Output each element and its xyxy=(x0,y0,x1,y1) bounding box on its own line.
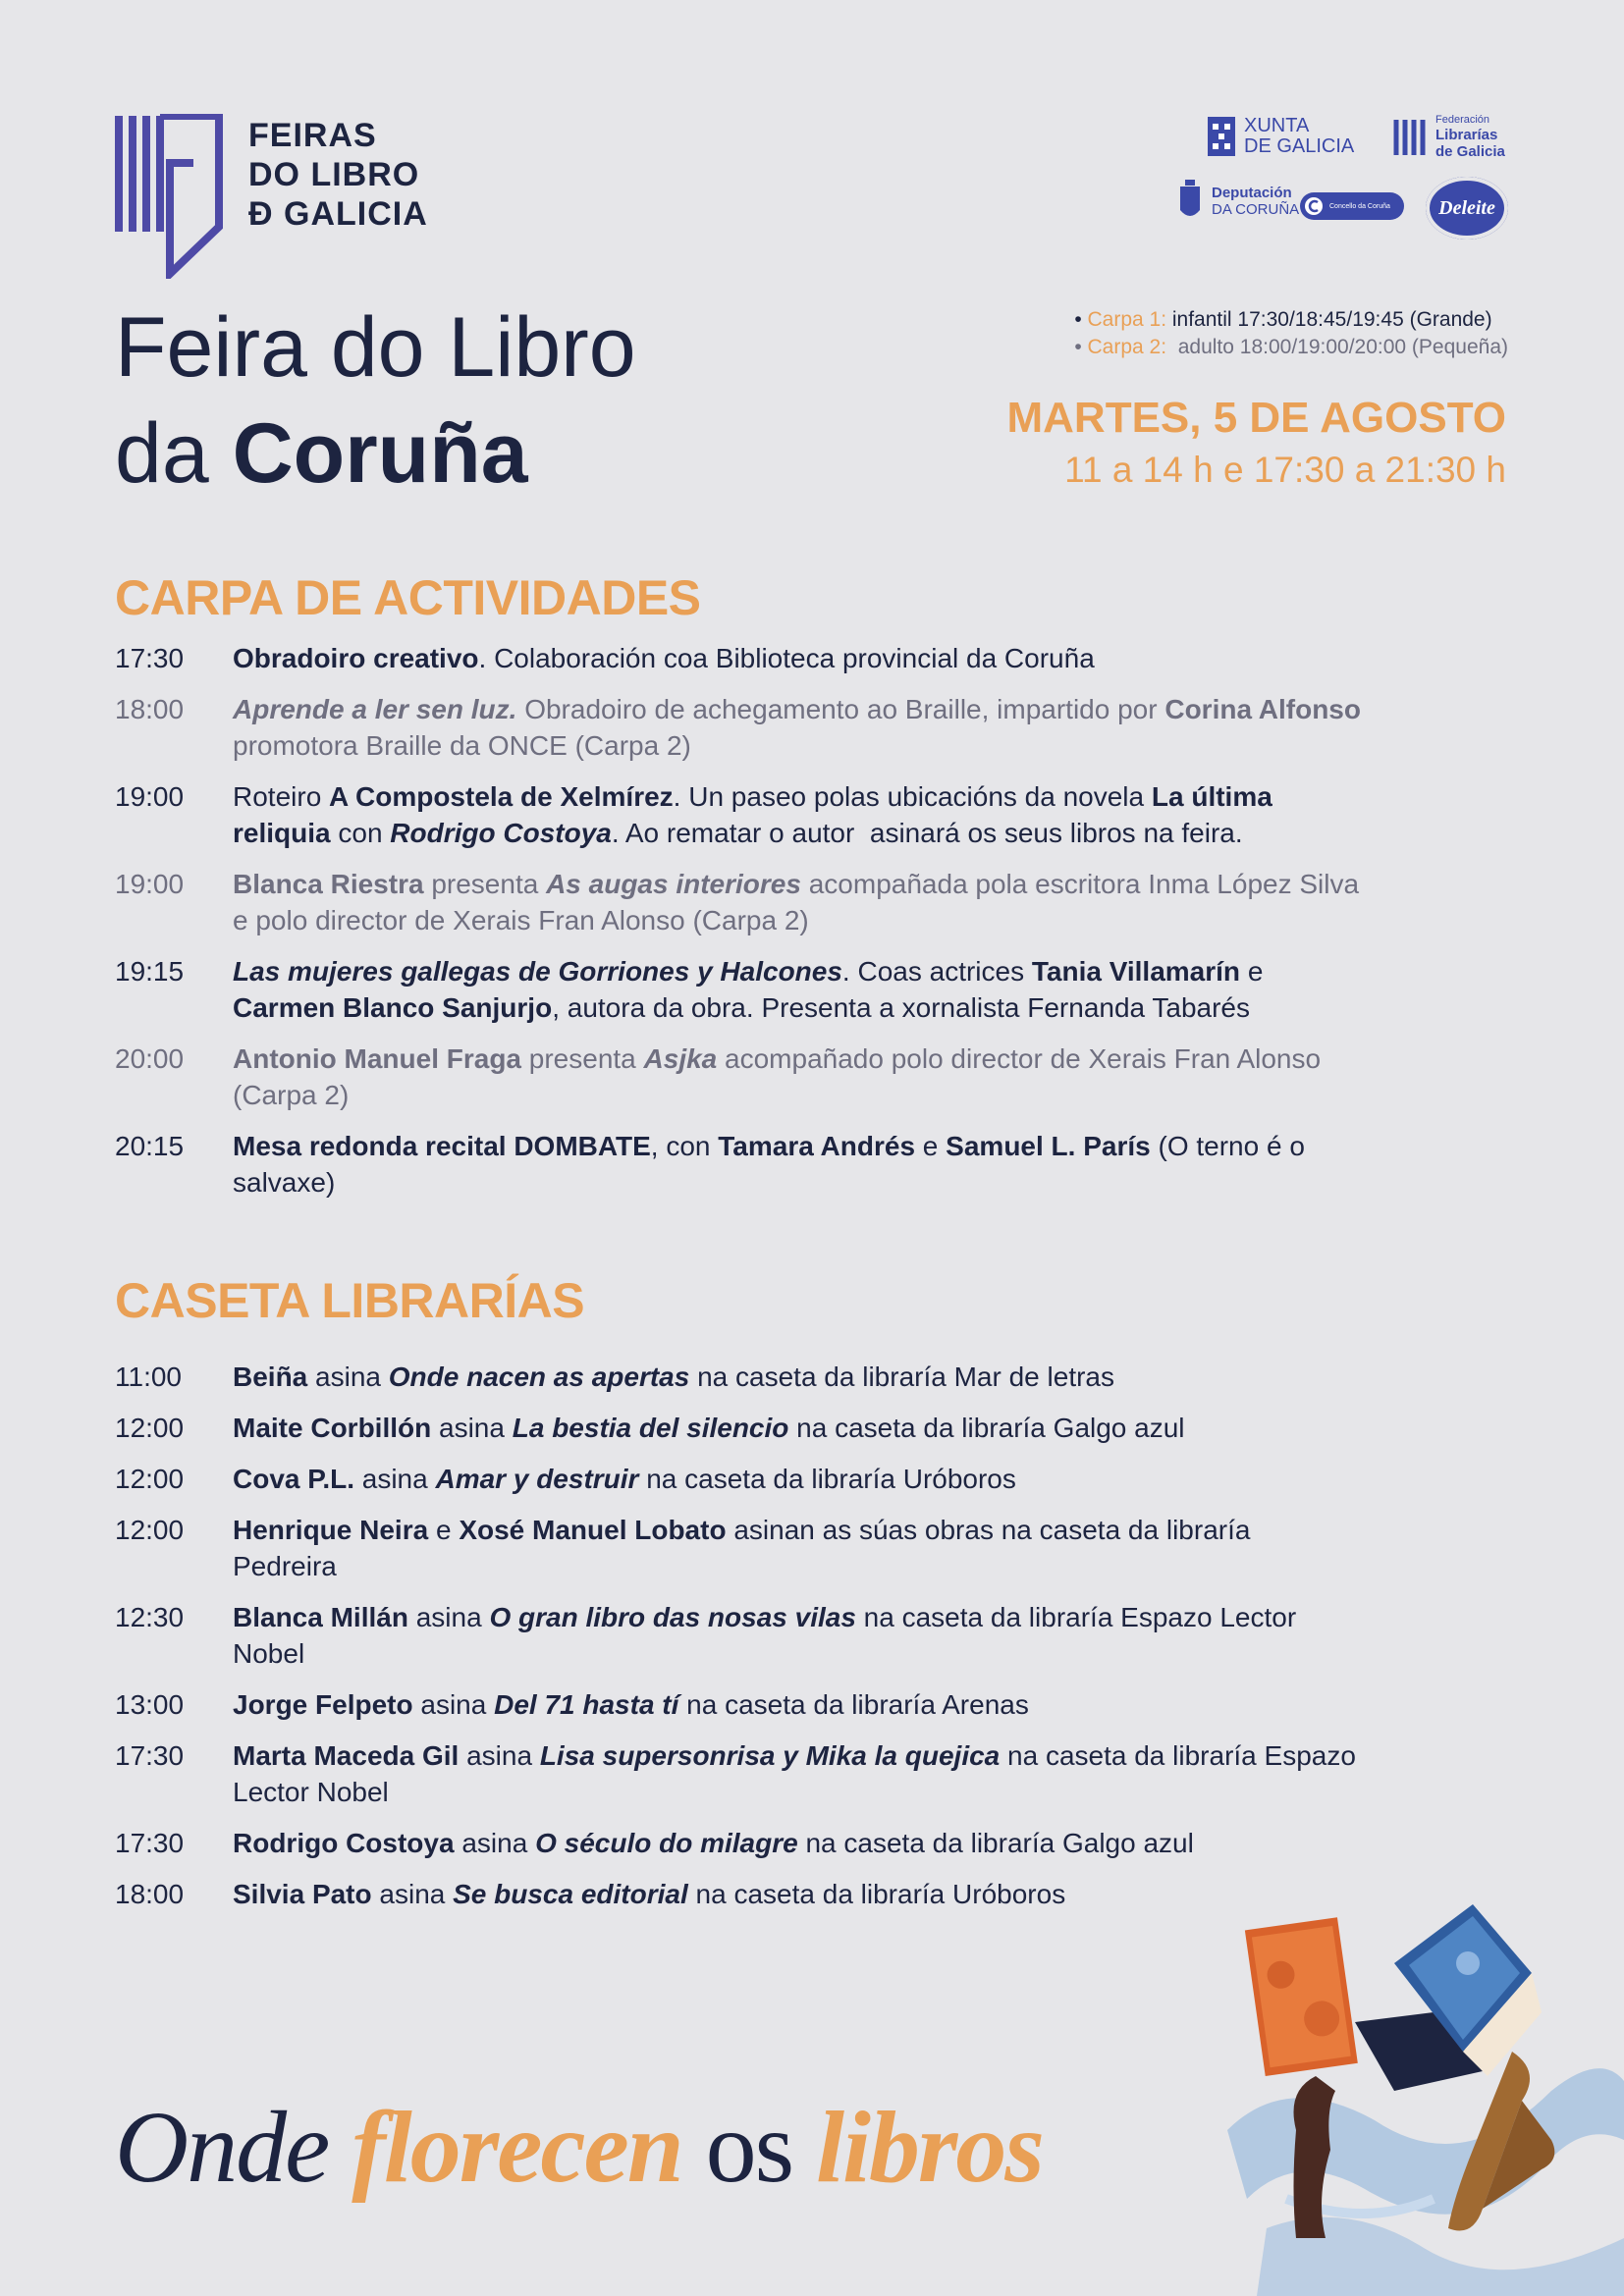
schedule-row xyxy=(115,1599,1362,1672)
schedule-row xyxy=(115,866,1367,938)
description-fragment: , con xyxy=(650,1131,719,1161)
logo-line: DO LIBRO xyxy=(248,156,420,193)
description-fragment: Samuel L. París xyxy=(946,1131,1151,1161)
schedule-time: 13:00 xyxy=(115,1689,185,1720)
description-fragment: Henrique Neira xyxy=(233,1515,429,1545)
description-fragment: Asjka xyxy=(643,1043,718,1074)
schedule-row xyxy=(115,1128,1362,1201)
event-day: MARTES, 5 DE AGOSTO xyxy=(1006,394,1506,442)
description-fragment: asina xyxy=(431,1413,513,1443)
description-fragment: Carmen Blanco Sanjurjo xyxy=(233,992,553,1023)
schedule-row xyxy=(115,778,1362,851)
schedule-time: 19:15 xyxy=(115,956,185,987)
description-fragment: . Un paseo polas ubicacións da novela xyxy=(673,781,1152,812)
description-fragment: . Coas actrices xyxy=(841,956,1032,987)
schedule-description xyxy=(233,1686,1362,1723)
schedule-row xyxy=(115,1041,1362,1113)
carpa-schedule: adulto 18:00/19:00/20:00 (Pequeña) xyxy=(1166,336,1508,358)
schedule-description xyxy=(233,1876,1362,1912)
description-fragment: presenta xyxy=(521,1043,644,1074)
schedule-description xyxy=(233,1041,1362,1113)
description-fragment: , autora da obra. Presenta a xornalista Fernanda Tabarés xyxy=(552,992,1251,1023)
deputacion-logo xyxy=(1176,179,1299,224)
concello-badge xyxy=(1300,192,1404,220)
description-fragment: Maite Corbillón xyxy=(233,1413,432,1443)
description-fragment: La última reliquia xyxy=(233,781,1280,848)
schedule-row xyxy=(115,691,1369,764)
description-fragment: acompañado polo director de Xerais Fran Alonso (Carpa 2) xyxy=(233,1043,1328,1110)
deleite-logo xyxy=(1426,177,1508,240)
logo-line: Đ GALICIA xyxy=(248,195,428,233)
description-fragment: na caseta da libraría Galgo azul xyxy=(797,1828,1194,1858)
title-city: Coruña xyxy=(232,406,528,501)
description-fragment: acompañada pola escritora Inma López Silva e polo director de Xerais Fran Alonso (Carpa 2) xyxy=(233,869,1367,935)
description-fragment: na caseta da libraría Mar de letras xyxy=(689,1362,1114,1392)
schedule-row xyxy=(115,1359,1362,1395)
schedule-row xyxy=(115,1686,1362,1723)
deleite-label: Deleite xyxy=(1438,196,1495,219)
description-fragment: asina xyxy=(407,1602,490,1632)
description-fragment: La bestia del silencio xyxy=(512,1413,789,1443)
description-fragment: Xosé Manuel Lobato xyxy=(459,1515,727,1545)
schedule-time: 12:00 xyxy=(115,1515,185,1545)
description-fragment: Silvia Pato xyxy=(233,1879,372,1909)
schedule-row xyxy=(115,1461,1362,1497)
description-fragment: Blanca Riestra xyxy=(233,869,424,899)
schedule-description xyxy=(233,1410,1362,1446)
schedule-description xyxy=(233,866,1367,938)
description-fragment: Antonio Manuel Fraga xyxy=(233,1043,521,1074)
description-fragment: Las mujeres gallegas de Gorriones y Halcones xyxy=(233,956,842,987)
schedule-time: 20:00 xyxy=(115,1043,185,1074)
schedule-time: 17:30 xyxy=(115,643,185,673)
schedule-description xyxy=(233,1599,1362,1672)
description-fragment: con xyxy=(330,818,391,848)
schedule-description xyxy=(233,1737,1362,1810)
schedule-time: 12:00 xyxy=(115,1464,185,1494)
schedule-row xyxy=(115,1876,1362,1912)
federacion-mark-icon xyxy=(1392,116,1428,159)
description-fragment: na caseta da libraría Arenas xyxy=(678,1689,1029,1720)
description-fragment: Corina Alfonso xyxy=(1164,694,1361,724)
description-fragment: e xyxy=(1240,956,1272,987)
description-fragment: e xyxy=(915,1131,947,1161)
schedule-time: 20:15 xyxy=(115,1131,185,1161)
description-fragment: asina xyxy=(371,1879,454,1909)
federacion-line: de Galicia xyxy=(1435,143,1505,160)
schedule-time: 17:30 xyxy=(115,1740,185,1771)
tagline-word: libros xyxy=(816,2091,1043,2204)
schedule-time: 12:00 xyxy=(115,1413,185,1443)
carpa-heading: CARPA DE ACTIVIDADES xyxy=(115,570,701,625)
tagline-word: florecen xyxy=(352,2091,682,2204)
schedule-row xyxy=(115,1512,1362,1584)
xunta-line: DE GALICIA xyxy=(1244,135,1355,157)
description-fragment: na caseta da libraría Uróboros xyxy=(638,1464,1016,1494)
carpa-1-info: • Carpa 1: infantil 17:30/18:45/19:45 (Grande) xyxy=(1074,308,1492,331)
event-date xyxy=(1006,391,1506,495)
description-fragment: . Ao rematar o autor asinará os seus libros na feira. xyxy=(611,818,1243,848)
description-fragment: Obradoiro creativo xyxy=(233,643,479,673)
description-fragment: asina xyxy=(412,1689,495,1720)
deleite-seal xyxy=(1426,177,1508,240)
title-line-1: Feira do Libro xyxy=(115,300,636,395)
description-fragment: Blanca Millán xyxy=(233,1602,408,1632)
title-line-2 xyxy=(115,400,636,507)
description-fragment: na caseta da libraría Uróboros xyxy=(687,1879,1066,1909)
tagline-word: os xyxy=(681,2091,817,2204)
schedule-description xyxy=(233,640,1362,676)
description-fragment: Beiña xyxy=(233,1362,308,1392)
description-fragment: asinan as súas obras na caseta da libraría Pedreira xyxy=(233,1515,1259,1581)
schedule-description xyxy=(233,778,1362,851)
schedule-row xyxy=(115,1737,1362,1810)
federacion-line: Federación xyxy=(1435,114,1490,126)
concello-c-icon xyxy=(1304,196,1324,216)
description-fragment: Obradoiro de achegamento ao Braille, impartido por xyxy=(516,694,1165,724)
concello-label: Concello da Coruña xyxy=(1329,202,1390,210)
logo-line: FEIRAS xyxy=(248,117,377,154)
federacion-line: Librarías xyxy=(1435,127,1498,143)
concello-logo xyxy=(1300,192,1404,220)
schedule-time: 18:00 xyxy=(115,1879,185,1909)
deputacion-line: Deputación xyxy=(1212,185,1292,201)
description-fragment: A Compostela de Xelmírez xyxy=(329,781,674,812)
title-prefix: da xyxy=(115,406,233,501)
schedule-time: 11:00 xyxy=(115,1362,182,1392)
logo-wordmark xyxy=(248,116,428,234)
description-fragment: Rodrigo Costoya xyxy=(233,1828,455,1858)
description-fragment: Tamara Andrés xyxy=(718,1131,916,1161)
schedule-row xyxy=(115,1410,1362,1446)
description-fragment: asina xyxy=(307,1362,389,1392)
description-fragment: O gran libro das nosas vilas xyxy=(489,1602,856,1632)
description-fragment: . Colaboración coa Biblioteca provincial da Coruña xyxy=(478,643,1095,673)
description-fragment: Rodrigo Costoya xyxy=(390,818,612,848)
schedule-description xyxy=(233,1359,1362,1395)
caseta-heading: CASETA LIBRARÍAS xyxy=(115,1273,585,1328)
xunta-shield-icon xyxy=(1207,116,1236,157)
carpa-label: Carpa 1: xyxy=(1087,308,1167,331)
schedule-row xyxy=(115,1825,1362,1861)
description-fragment: e xyxy=(428,1515,460,1545)
schedule-time: 18:00 xyxy=(115,694,185,724)
schedule-description xyxy=(233,1512,1362,1584)
description-fragment: (O terno é o salvaxe) xyxy=(233,1131,1313,1198)
schedule-row xyxy=(115,953,1362,1026)
schedule-description xyxy=(233,1825,1362,1861)
schedule-time: 19:00 xyxy=(115,869,185,899)
tagline-word: Onde xyxy=(115,2091,352,2204)
description-fragment: Tania Villamarín xyxy=(1031,956,1241,987)
event-hours: 11 a 14 h e 17:30 a 21:30 h xyxy=(1064,450,1506,490)
description-fragment: Lisa supersonrisa y Mika la quejica xyxy=(539,1740,1001,1771)
description-fragment: asina xyxy=(459,1740,540,1771)
carpa-2-info: • Carpa 2: adulto 18:00/19:00/20:00 (Pequeña) xyxy=(1074,336,1508,358)
description-fragment: asina xyxy=(454,1828,536,1858)
description-fragment: promotora Braille da ONCE (Carpa 2) xyxy=(233,694,1369,761)
caseta-schedule-list xyxy=(115,1359,1362,1927)
schedule-description xyxy=(233,1128,1362,1201)
description-fragment: na caseta da libraría Espazo Lector Nobel xyxy=(233,1602,1304,1669)
description-fragment: Amar y destruir xyxy=(435,1464,639,1494)
description-fragment: Se busca editorial xyxy=(453,1879,688,1909)
description-fragment: Marta Maceda Gil xyxy=(233,1740,460,1771)
xunta-line: XUNTA xyxy=(1244,115,1310,136)
schedule-time: 19:00 xyxy=(115,781,185,812)
description-fragment: Aprende a ler sen luz. xyxy=(233,694,517,724)
schedule-description xyxy=(233,1461,1362,1497)
description-fragment: Del 71 hasta tí xyxy=(494,1689,679,1720)
description-fragment: presenta xyxy=(423,869,547,899)
carpas-info xyxy=(1074,306,1508,361)
schedule-time: 17:30 xyxy=(115,1828,185,1858)
schedule-description xyxy=(233,691,1369,764)
description-fragment: O século do milagre xyxy=(535,1828,798,1858)
description-fragment: na caseta da libraría Galgo azul xyxy=(788,1413,1185,1443)
carpa-schedule-list xyxy=(115,640,1369,1215)
deputacion-line: DA CORUÑA xyxy=(1212,201,1300,218)
schedule-time: 12:30 xyxy=(115,1602,185,1632)
description-fragment: Jorge Felpeto xyxy=(233,1689,413,1720)
tagline xyxy=(115,2089,1043,2207)
description-fragment: As augas interiores xyxy=(546,869,801,899)
description-fragment: na caseta da libraría Espazo Lector Nobel xyxy=(233,1740,1364,1807)
description-fragment: Mesa redonda recital DOMBATE xyxy=(233,1131,651,1161)
carpa-label: Carpa 2: xyxy=(1087,336,1167,358)
schedule-row xyxy=(115,640,1362,676)
schedule-description xyxy=(233,953,1362,1026)
carpa-schedule: infantil 17:30/18:45/19:45 (Grande) xyxy=(1166,308,1492,331)
description-fragment: Onde nacen as apertas xyxy=(388,1362,690,1392)
page-title xyxy=(115,294,636,507)
description-fragment: Roteiro xyxy=(233,781,330,812)
xunta-logo xyxy=(1207,116,1354,157)
description-fragment: asina xyxy=(353,1464,436,1494)
deputacion-crest-icon xyxy=(1176,179,1204,224)
federacion-librarias-logo xyxy=(1392,114,1505,160)
description-fragment: Cova P.L. xyxy=(233,1464,354,1494)
books-hands-illustration-icon xyxy=(1227,1904,1624,2296)
